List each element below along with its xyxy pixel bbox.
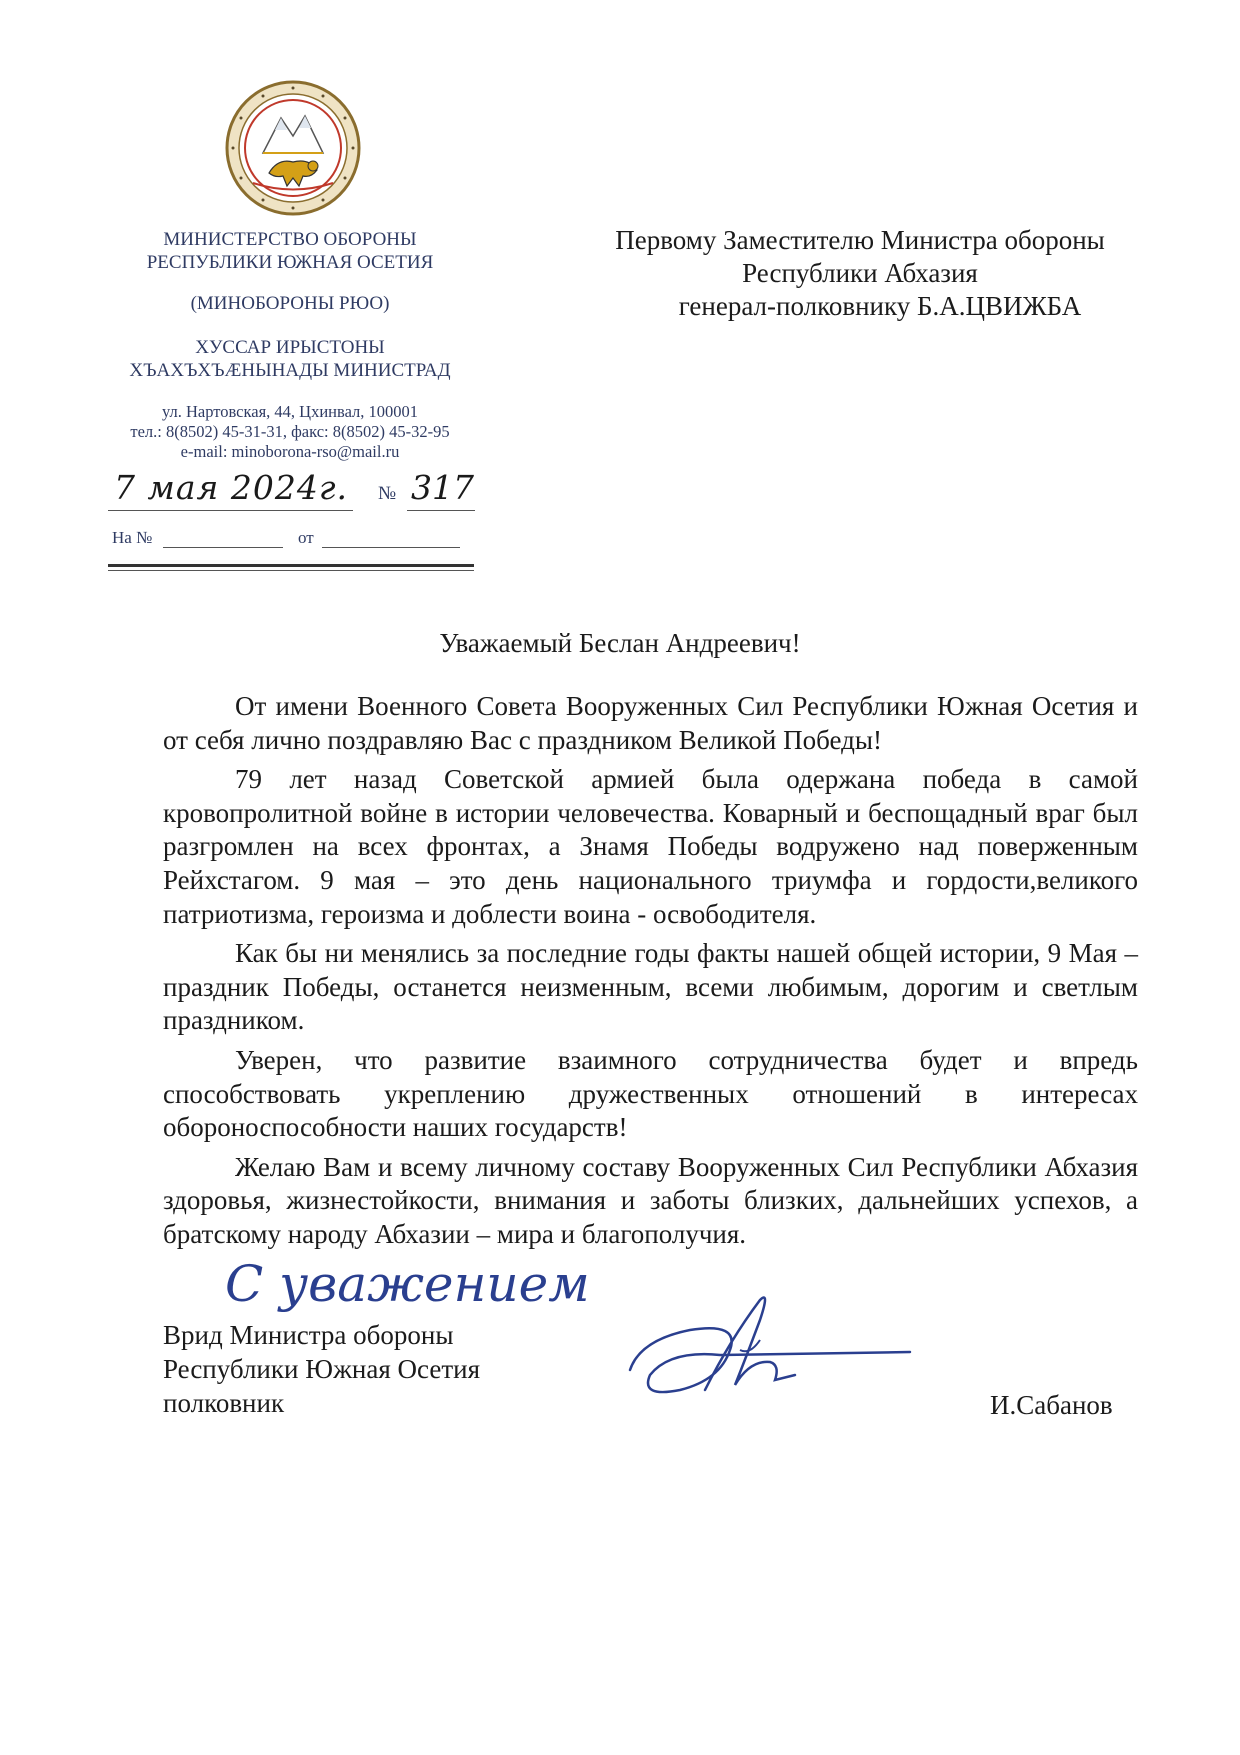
letterhead-rule [108,564,474,567]
signatory-name: И.Сабанов [990,1390,1113,1420]
addressee-block [560,224,1160,323]
signatory-line3: полковник [163,1388,285,1418]
ministry-line1: МИНИСТЕРСТВО ОБОРОНЫ [163,229,417,250]
addressee-line2: Республики Абхазия [742,258,978,288]
email-line: e-mail: minoborona-rso@mail.ru [180,442,400,461]
ministry-ossetian [95,336,485,382]
handwritten-signature-icon [610,1280,960,1420]
reference-from-label: от [298,528,314,547]
signatory-line1: Врид Министра обороны [163,1320,454,1350]
paragraph-3: Как бы ни менялись за последние годы факты нашей общей истории, 9 Мая – праздник Победы, останется неизменным, всеми любимым, дорогим и светлым праздником. [163,938,1138,1036]
addressee-line3: генерал-полковнику Б.А.ЦВИЖБА [678,291,1082,321]
coat-of-arms-icon [223,78,363,218]
ministry-line2: РЕСПУБЛИКИ ЮЖНАЯ ОСЕТИЯ [146,252,434,273]
reference-number-blank [163,528,283,548]
letter-body [163,690,1138,1258]
number-label: № [378,483,397,504]
closing-handwritten: С уважением [225,1255,590,1313]
paragraph-1: От имени Военного Совета Вооруженных Сил Республики Южная Осетия и от себя лично поздравляю Вас с праздником Великой Победы! [163,691,1138,755]
address-line: ул. Нартовская, 44, Цхинвал, 100001 [161,402,419,421]
paragraph-5: Желаю Вам и всему личному составу Вооруженных Сил Республики Абхазия здоровья, жизнестойкости, внимания и заботы близких, дальнейших успехов, а братскому народу Абхазии – мира и благополучия. [163,1151,1138,1249]
outgoing-number: 317 [411,468,474,507]
addressee-line1: Первому Заместителю Министра обороны [615,225,1105,255]
salutation: Уважаемый Беслан Андреевич! [439,628,801,658]
ministry-abbrev: (МИНОБОРОНЫ РЮО) [190,293,390,314]
ministry-contacts [95,402,485,462]
ossetian-line1: ХУССАР ИРЫСТОНЫ [195,337,385,358]
ossetian-line2: ХЪАХЪХЪÆНЫНАДЫ МИНИСТРАД [129,360,451,381]
paragraph-2: 79 лет назад Советской армией была одержана победа в самой кровопролитной войне в истории человечества. Коварный и беспощадный враг был разгромлен на всех фронтах, а Знамя Победы водружено над поверженным Рейхстагом. 9 мая – это день национального триумфа и гордости,великого патриотизма, героизма и доблести воина - освободителя. [163,764,1138,929]
signatory-line2: Республики Южная Осетия [163,1354,480,1384]
ministry-name [95,228,485,274]
phone-line: тел.: 8(8502) 45-31-31, факс: 8(8502) 45-32-95 [130,422,450,441]
reference-date-blank [322,528,460,548]
outgoing-date: 7 мая 2024г. [114,468,349,507]
reference-label: На № [112,528,153,547]
letterhead-rule-thin [108,570,474,571]
paragraph-4: Уверен, что развитие взаимного сотрудничества будет и впредь способствовать укреплению дружественных отношений в интересах обороноспособности наших государств! [163,1044,1138,1143]
signatory-title [163,1318,480,1420]
